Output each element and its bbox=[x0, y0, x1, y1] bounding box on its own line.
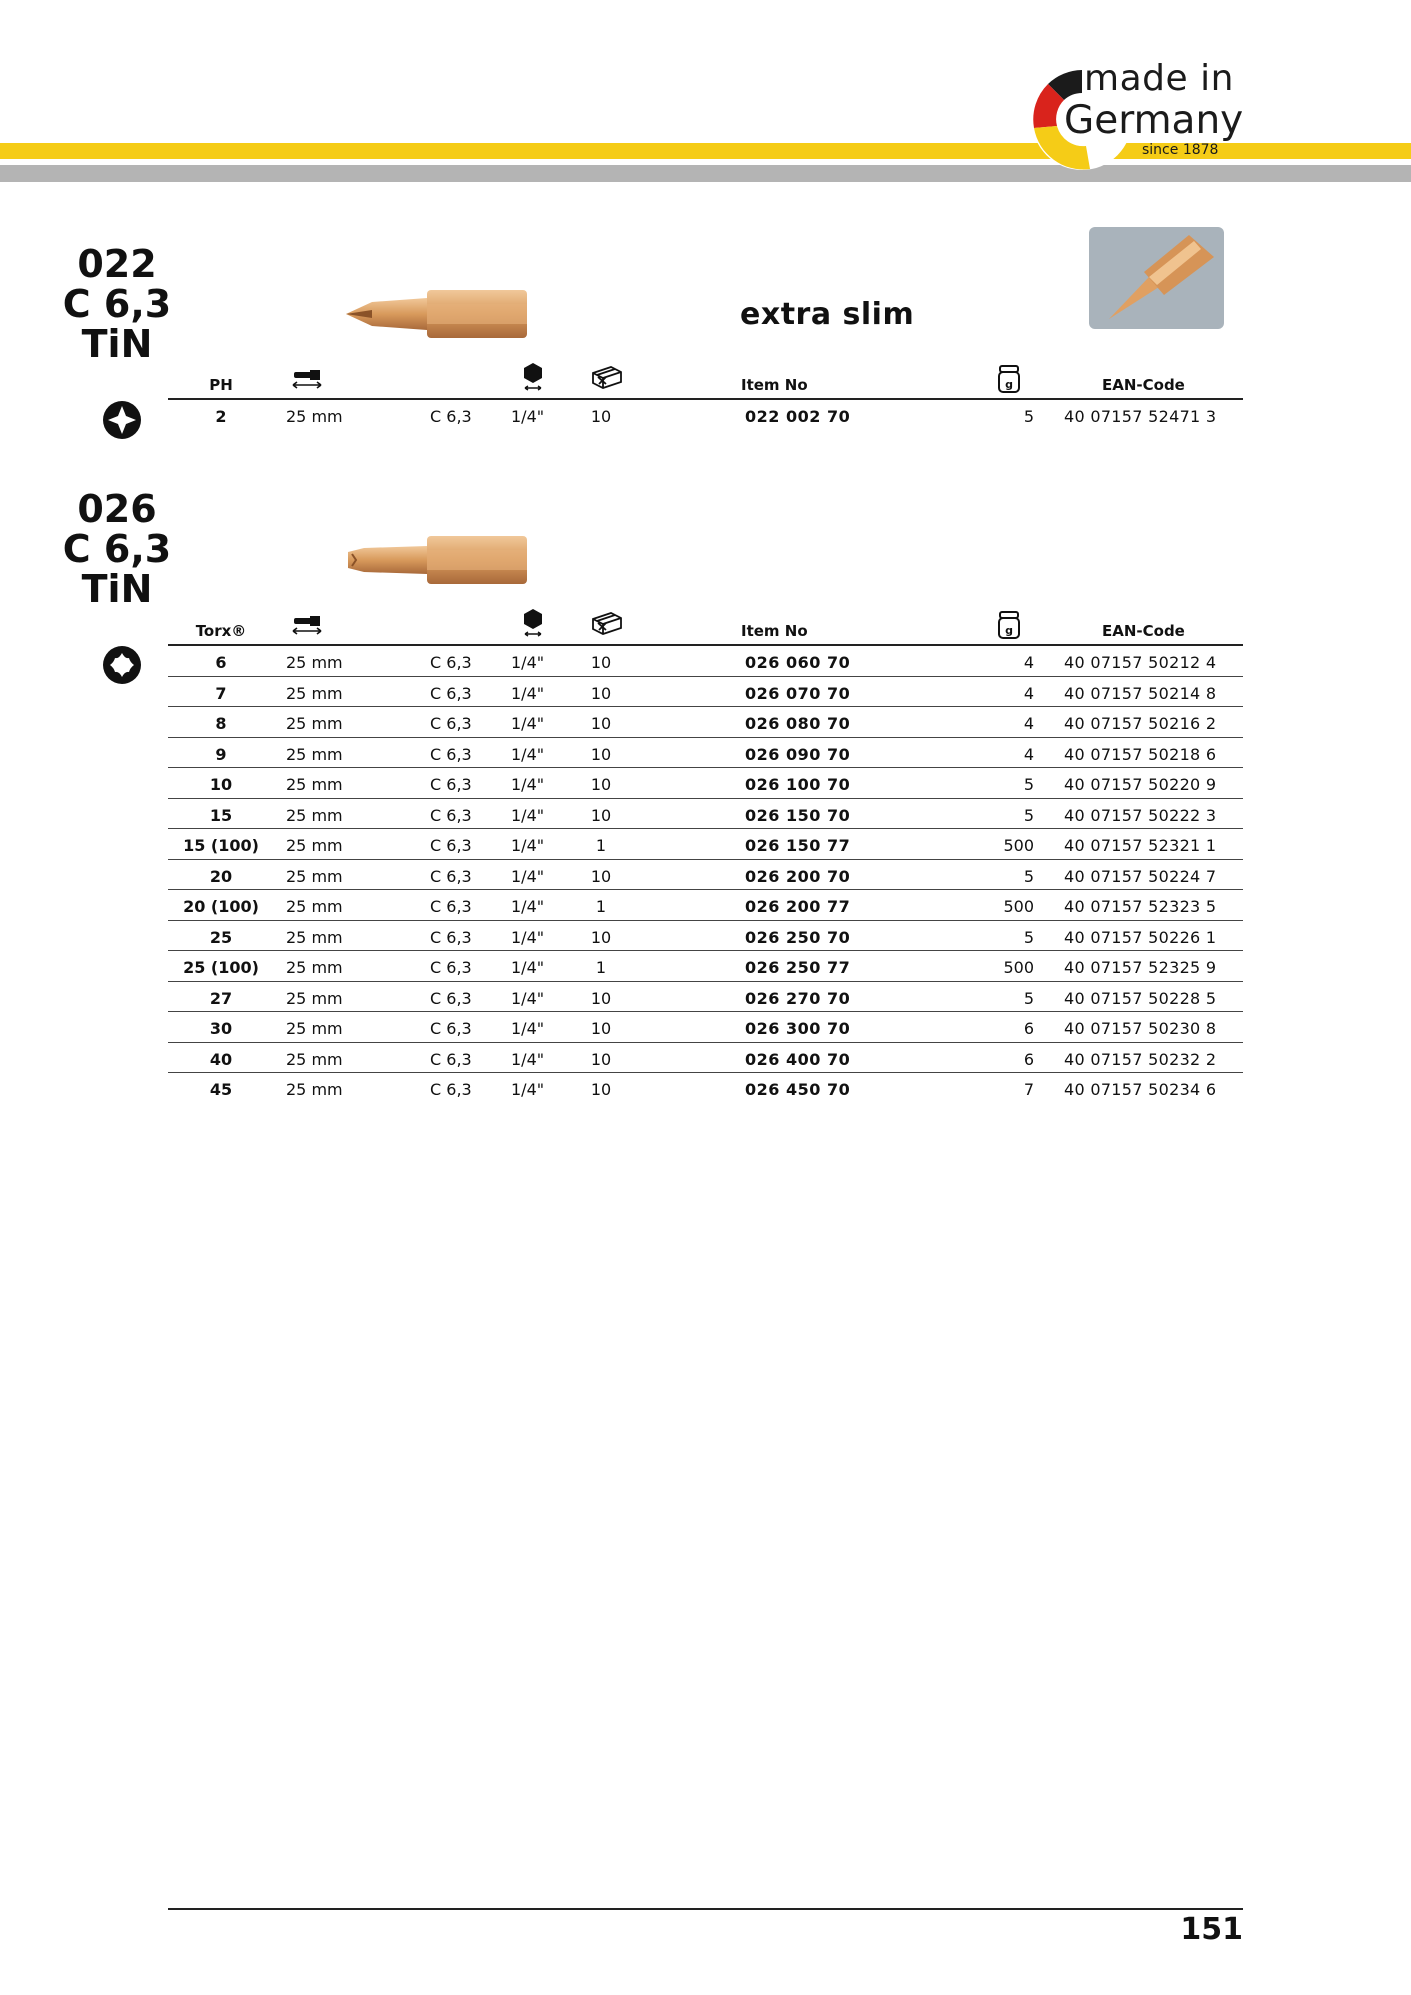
cell-length: 25 mm bbox=[286, 805, 343, 825]
cell-ean: 40 07157 52321 1 bbox=[1064, 836, 1217, 855]
cell-item-no: 026 150 70 bbox=[745, 805, 851, 825]
length-icon bbox=[292, 370, 322, 390]
cell-length: 25 mm bbox=[286, 1080, 343, 1099]
cell-weight: 500 bbox=[1003, 958, 1034, 977]
cell-ean: 40 07157 52325 9 bbox=[1064, 958, 1217, 977]
table-row bbox=[168, 860, 1243, 891]
cell-length: 25 mm bbox=[286, 958, 343, 977]
bit-photo-icon bbox=[1089, 227, 1224, 329]
cell-type: C 6,3 bbox=[430, 714, 472, 733]
section-code: 022 bbox=[77, 242, 157, 286]
cell-size: 40 bbox=[209, 1049, 233, 1069]
phillips-icon bbox=[102, 400, 142, 440]
cell-ean: 40 07157 50222 3 bbox=[1064, 805, 1217, 825]
cell-hex: 1/4" bbox=[511, 1049, 545, 1069]
cell-pack: 1 bbox=[595, 958, 607, 977]
cell-type: C 6,3 bbox=[430, 927, 472, 947]
table-row bbox=[168, 707, 1243, 738]
cell-ean: 40 07157 50220 9 bbox=[1064, 775, 1217, 794]
cell-hex: 1/4" bbox=[511, 958, 545, 977]
cell-item-no: 026 270 70 bbox=[745, 988, 851, 1008]
page-number: 151 bbox=[1180, 1912, 1243, 1947]
cell-weight: 4 bbox=[1023, 653, 1034, 672]
cell-hex: 1/4" bbox=[511, 988, 545, 1008]
cell-type: C 6,3 bbox=[430, 653, 472, 672]
section-code: 026 bbox=[77, 487, 157, 531]
cell-hex: 1/4" bbox=[511, 653, 545, 672]
cell-weight: 5 bbox=[1023, 805, 1034, 825]
cell-ean: 40 07157 52323 5 bbox=[1064, 897, 1217, 916]
section-type: C 6,3 bbox=[62, 527, 172, 571]
cell-length: 25 mm bbox=[286, 866, 343, 886]
cell-ean: 40 07157 50232 2 bbox=[1064, 1049, 1217, 1069]
header-item-no: Item No bbox=[741, 376, 808, 394]
table-body bbox=[168, 646, 1243, 1103]
section-coating: TiN bbox=[81, 567, 153, 611]
table-row bbox=[168, 890, 1243, 921]
cell-pack: 10 bbox=[590, 714, 612, 733]
cell-type: C 6,3 bbox=[430, 1019, 472, 1038]
cell-size: 27 bbox=[209, 988, 233, 1008]
svg-text:g: g bbox=[1005, 378, 1013, 391]
cell-item-no: 022 002 70 bbox=[745, 407, 851, 426]
table-row bbox=[168, 677, 1243, 708]
cell-hex: 1/4" bbox=[511, 407, 545, 426]
table-row bbox=[168, 1073, 1243, 1103]
cell-length: 25 mm bbox=[286, 927, 343, 947]
section-title-022 bbox=[57, 244, 177, 364]
cell-size: 6 bbox=[215, 653, 227, 672]
badge-made-in: made in bbox=[1084, 58, 1234, 99]
cell-hex: 1/4" bbox=[511, 805, 545, 825]
cell-length: 25 mm bbox=[286, 1049, 343, 1069]
cell-size: 15 (100) bbox=[183, 836, 259, 855]
cell-hex: 1/4" bbox=[511, 897, 545, 916]
table-row bbox=[168, 738, 1243, 769]
cell-type: C 6,3 bbox=[430, 805, 472, 825]
hex-drive-icon bbox=[522, 608, 544, 638]
header-ean-code: EAN-Code bbox=[1102, 376, 1185, 394]
cell-ean: 40 07157 50228 5 bbox=[1064, 988, 1217, 1008]
torx-icon bbox=[102, 645, 142, 685]
header-item-no: Item No bbox=[741, 622, 808, 640]
cell-weight: 4 bbox=[1023, 744, 1034, 764]
cell-type: C 6,3 bbox=[430, 866, 472, 886]
weight-icon bbox=[997, 364, 1021, 394]
cell-weight: 5 bbox=[1023, 866, 1034, 886]
cell-length: 25 mm bbox=[286, 407, 343, 426]
cell-type: C 6,3 bbox=[430, 683, 472, 703]
cell-length: 25 mm bbox=[286, 683, 343, 703]
cell-type: C 6,3 bbox=[430, 836, 472, 855]
cell-hex: 1/4" bbox=[511, 927, 545, 947]
cell-pack: 10 bbox=[590, 927, 612, 947]
header-size: Torx® bbox=[195, 622, 247, 640]
table-row bbox=[168, 1012, 1243, 1043]
cell-size: 45 bbox=[209, 1080, 233, 1099]
cell-weight: 6 bbox=[1023, 1049, 1034, 1069]
cell-pack: 10 bbox=[590, 988, 612, 1008]
made-in-germany-badge bbox=[1030, 58, 1250, 176]
table-header bbox=[168, 352, 1243, 400]
cell-size: 7 bbox=[215, 683, 227, 703]
cell-length: 25 mm bbox=[286, 775, 343, 794]
cell-size: 25 (100) bbox=[183, 958, 259, 977]
cell-ean: 40 07157 50224 7 bbox=[1064, 866, 1217, 886]
table-022 bbox=[168, 352, 1243, 430]
cell-weight: 5 bbox=[1023, 927, 1034, 947]
cell-hex: 1/4" bbox=[511, 1019, 545, 1038]
cell-size: 25 bbox=[209, 927, 233, 947]
cell-item-no: 026 200 70 bbox=[745, 866, 851, 886]
cell-weight: 5 bbox=[1023, 988, 1034, 1008]
cell-size: 20 bbox=[209, 866, 233, 886]
cell-type: C 6,3 bbox=[430, 1080, 472, 1099]
header-ean-code: EAN-Code bbox=[1102, 622, 1185, 640]
cell-ean: 40 07157 50218 6 bbox=[1064, 744, 1217, 764]
section-subtitle: extra slim bbox=[740, 297, 915, 332]
cell-length: 25 mm bbox=[286, 1019, 343, 1038]
cell-ean: 40 07157 50226 1 bbox=[1064, 927, 1217, 947]
cell-type: C 6,3 bbox=[430, 744, 472, 764]
cell-ean: 40 07157 50216 2 bbox=[1064, 714, 1217, 733]
cell-ean: 40 07157 52471 3 bbox=[1064, 407, 1217, 426]
cell-weight: 7 bbox=[1023, 1080, 1034, 1099]
cell-size: 8 bbox=[215, 714, 227, 733]
cell-length: 25 mm bbox=[286, 897, 343, 916]
cell-item-no: 026 060 70 bbox=[745, 653, 851, 672]
cell-size: 2 bbox=[215, 407, 227, 426]
cell-type: C 6,3 bbox=[430, 1049, 472, 1069]
cell-item-no: 026 250 70 bbox=[745, 927, 851, 947]
phillips-bit-image bbox=[342, 282, 532, 346]
cell-pack: 10 bbox=[590, 407, 612, 426]
cell-type: C 6,3 bbox=[430, 407, 472, 426]
cell-weight: 500 bbox=[1003, 836, 1034, 855]
cell-pack: 10 bbox=[590, 1080, 612, 1099]
cell-size: 15 bbox=[209, 805, 233, 825]
cell-size: 10 bbox=[209, 775, 233, 794]
section-title-026 bbox=[57, 489, 177, 609]
product-photo bbox=[1089, 227, 1224, 329]
cell-hex: 1/4" bbox=[511, 775, 545, 794]
cell-pack: 10 bbox=[590, 653, 612, 672]
cell-hex: 1/4" bbox=[511, 836, 545, 855]
table-row bbox=[168, 799, 1243, 830]
cell-size: 20 (100) bbox=[183, 897, 259, 916]
cell-item-no: 026 150 77 bbox=[745, 836, 851, 855]
cell-hex: 1/4" bbox=[511, 714, 545, 733]
cell-ean: 40 07157 50214 8 bbox=[1064, 683, 1217, 703]
cell-weight: 5 bbox=[1023, 775, 1034, 794]
cell-item-no: 026 450 70 bbox=[745, 1080, 851, 1099]
cell-type: C 6,3 bbox=[430, 958, 472, 977]
cell-pack: 1 bbox=[595, 897, 607, 916]
cell-size: 9 bbox=[215, 744, 227, 764]
cell-weight: 4 bbox=[1023, 683, 1034, 703]
section-type: C 6,3 bbox=[62, 282, 172, 326]
table-row bbox=[168, 921, 1243, 952]
cell-ean: 40 07157 50212 4 bbox=[1064, 653, 1217, 672]
cell-ean: 40 07157 50230 8 bbox=[1064, 1019, 1217, 1038]
cell-size: 30 bbox=[209, 1019, 233, 1038]
badge-germany: Germany bbox=[1064, 98, 1244, 143]
cell-item-no: 026 200 77 bbox=[745, 897, 851, 916]
cell-pack: 10 bbox=[590, 775, 612, 794]
hex-drive-icon bbox=[522, 362, 544, 392]
cell-length: 25 mm bbox=[286, 714, 343, 733]
cell-item-no: 026 070 70 bbox=[745, 683, 851, 703]
cell-type: C 6,3 bbox=[430, 775, 472, 794]
cell-item-no: 026 400 70 bbox=[745, 1049, 851, 1069]
cell-pack: 10 bbox=[590, 866, 612, 886]
table-row bbox=[168, 1043, 1243, 1074]
package-quantity-icon bbox=[590, 364, 624, 390]
cell-pack: 10 bbox=[590, 683, 612, 703]
cell-hex: 1/4" bbox=[511, 683, 545, 703]
length-icon bbox=[292, 616, 322, 636]
cell-item-no: 026 250 77 bbox=[745, 958, 851, 977]
svg-text:g: g bbox=[1005, 624, 1013, 637]
package-quantity-icon bbox=[590, 610, 624, 636]
cell-weight: 6 bbox=[1023, 1019, 1034, 1038]
cell-item-no: 026 090 70 bbox=[745, 744, 851, 764]
cell-type: C 6,3 bbox=[430, 988, 472, 1008]
cell-weight: 500 bbox=[1003, 897, 1034, 916]
cell-item-no: 026 300 70 bbox=[745, 1019, 851, 1038]
cell-pack: 10 bbox=[590, 1049, 612, 1069]
cell-hex: 1/4" bbox=[511, 1080, 545, 1099]
badge-since: since 1878 bbox=[1142, 142, 1219, 158]
table-026 bbox=[168, 598, 1243, 1103]
table-row bbox=[168, 951, 1243, 982]
cell-length: 25 mm bbox=[286, 653, 343, 672]
cell-pack: 10 bbox=[590, 744, 612, 764]
cell-item-no: 026 080 70 bbox=[745, 714, 851, 733]
footer-rule bbox=[168, 1908, 1243, 1910]
cell-length: 25 mm bbox=[286, 988, 343, 1008]
cell-length: 25 mm bbox=[286, 836, 343, 855]
cell-pack: 10 bbox=[590, 805, 612, 825]
table-row bbox=[168, 768, 1243, 799]
table-row bbox=[168, 646, 1243, 677]
torx-bit-image bbox=[342, 528, 532, 592]
cell-ean: 40 07157 50234 6 bbox=[1064, 1080, 1217, 1099]
cell-weight: 4 bbox=[1023, 714, 1034, 733]
table-row bbox=[168, 829, 1243, 860]
table-row bbox=[168, 982, 1243, 1013]
cell-type: C 6,3 bbox=[430, 897, 472, 916]
table-row bbox=[168, 400, 1243, 430]
cell-pack: 10 bbox=[590, 1019, 612, 1038]
cell-hex: 1/4" bbox=[511, 866, 545, 886]
weight-icon bbox=[997, 610, 1021, 640]
cell-pack: 1 bbox=[595, 836, 607, 855]
table-header bbox=[168, 598, 1243, 646]
section-coating: TiN bbox=[81, 322, 153, 366]
cell-hex: 1/4" bbox=[511, 744, 545, 764]
cell-item-no: 026 100 70 bbox=[745, 775, 851, 794]
header-size: PH bbox=[209, 376, 233, 394]
cell-weight: 5 bbox=[1023, 407, 1034, 426]
cell-length: 25 mm bbox=[286, 744, 343, 764]
